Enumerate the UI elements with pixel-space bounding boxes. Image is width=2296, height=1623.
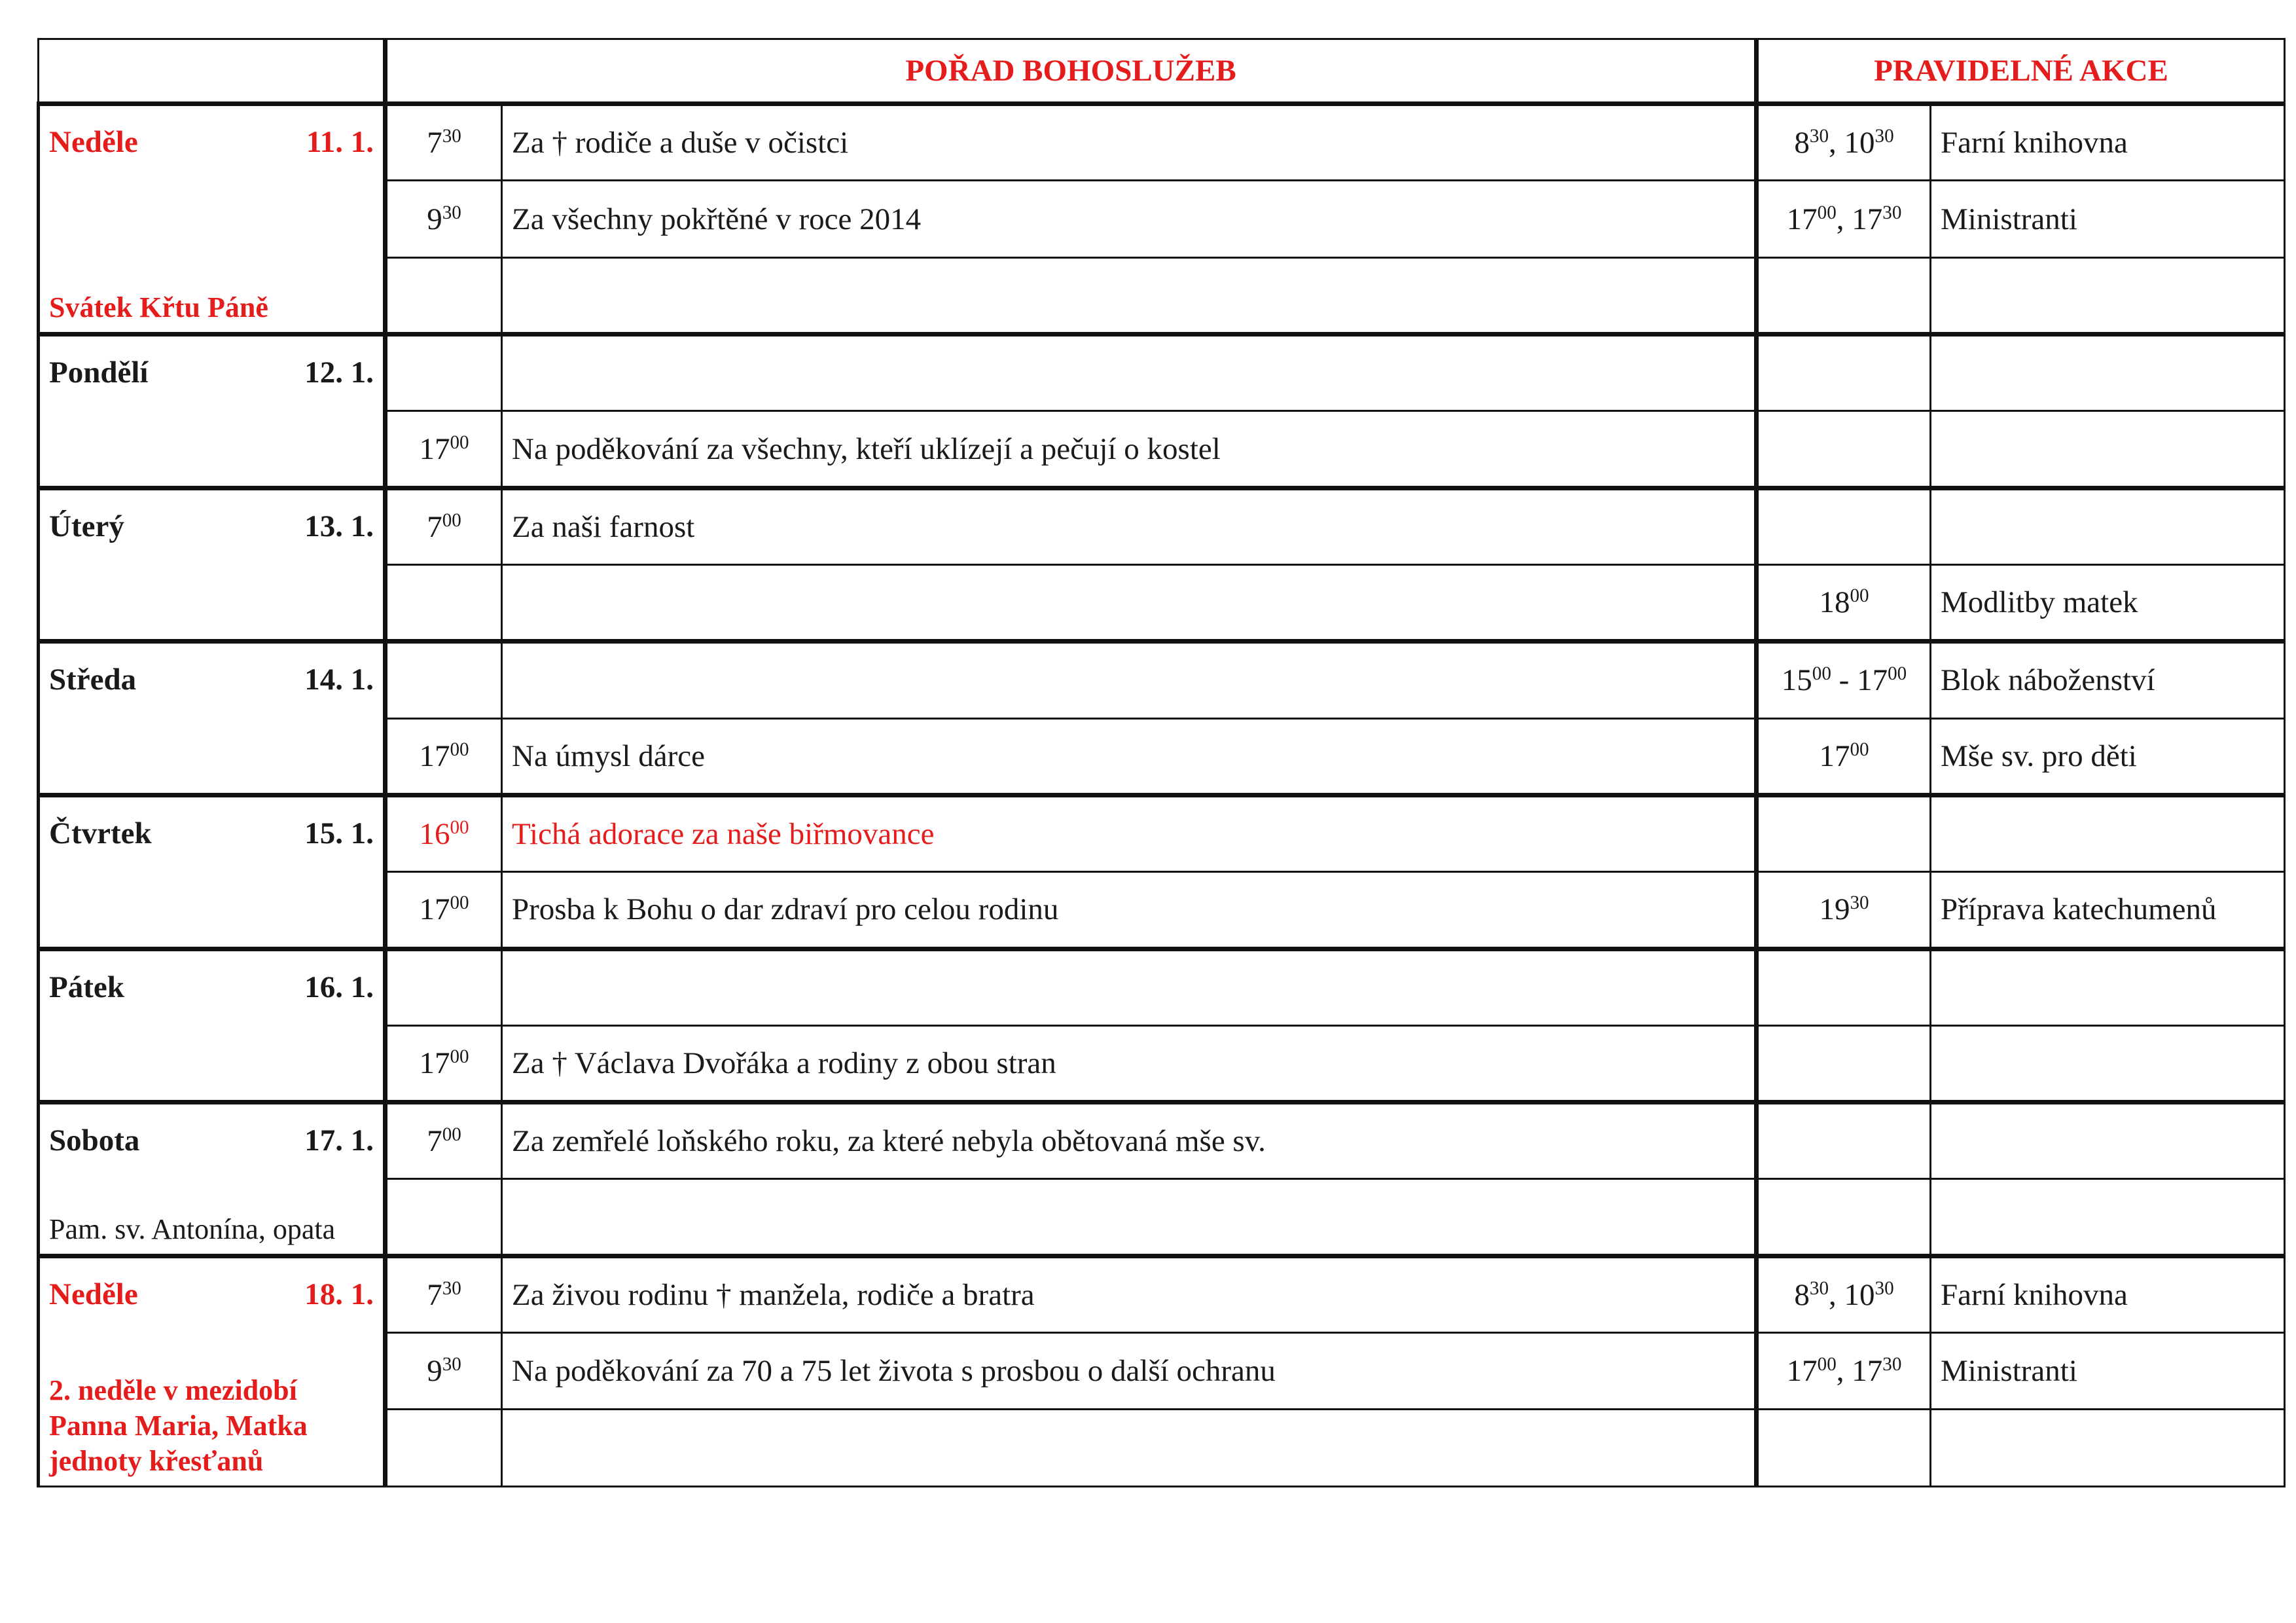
schedule-table bbox=[37, 38, 2286, 1487]
activity-name: Ministranti bbox=[1941, 1354, 2077, 1389]
time-minute: 30 bbox=[1874, 126, 1894, 147]
day-name: Pondělí bbox=[49, 356, 149, 390]
activity-time-cell bbox=[1757, 1179, 1931, 1256]
day-heading bbox=[49, 970, 374, 1005]
mass-intention-cell bbox=[502, 642, 1757, 718]
time-minute: 00 bbox=[450, 739, 469, 760]
day-date: 18. 1. bbox=[304, 1277, 374, 1311]
services-header: POŘAD BOHOSLUŽEB bbox=[386, 39, 1757, 104]
time-hour: 17 bbox=[1786, 202, 1818, 236]
activity-name-cell bbox=[1931, 872, 2285, 949]
activity-time-cell bbox=[1757, 642, 1931, 718]
time-minute: 00 bbox=[1850, 585, 1869, 607]
mass-time-cell bbox=[386, 335, 502, 411]
activity-time-cell bbox=[1757, 1410, 1931, 1487]
time-minute: 00 bbox=[450, 1046, 469, 1067]
time-hour: 17 bbox=[1786, 1354, 1818, 1389]
schedule-row bbox=[39, 104, 2285, 181]
activity-name-cell bbox=[1931, 718, 2285, 795]
header-empty-cell bbox=[39, 39, 386, 104]
time-minute: 00 bbox=[1888, 663, 1907, 685]
mass-time-cell bbox=[386, 718, 502, 795]
mass-intention-cell bbox=[502, 1103, 1757, 1179]
time-hour: 10 bbox=[1844, 1277, 1875, 1312]
day-date: 11. 1. bbox=[306, 125, 374, 160]
time-minute: 30 bbox=[1850, 892, 1869, 914]
activity-time-cell bbox=[1757, 872, 1931, 949]
mass-intention-cell bbox=[502, 181, 1757, 257]
activity-name-cell bbox=[1931, 1025, 2285, 1102]
day-name: Neděle bbox=[49, 1277, 138, 1311]
mass-intention-cell bbox=[502, 872, 1757, 949]
mass-time-cell bbox=[386, 1179, 502, 1256]
day-name: Neděle bbox=[49, 125, 138, 160]
day-date: 15. 1. bbox=[304, 816, 374, 850]
time-minute: 30 bbox=[1809, 1277, 1829, 1299]
activity-name: Mše sv. pro děti bbox=[1941, 739, 2137, 773]
mass-intention-cell bbox=[502, 257, 1757, 334]
activity-name-cell bbox=[1931, 795, 2285, 871]
day-cell bbox=[39, 1103, 386, 1256]
day-heading bbox=[49, 1123, 374, 1158]
day-cell bbox=[39, 335, 386, 488]
time-minute: 00 bbox=[1850, 739, 1869, 760]
day-cell bbox=[39, 488, 386, 642]
time-minute: 00 bbox=[442, 1124, 461, 1146]
time-separator: , bbox=[1836, 202, 1852, 236]
activities-header: PRAVIDELNÉ AKCE bbox=[1757, 39, 2285, 104]
feast-label bbox=[49, 1373, 308, 1479]
time-hour: 17 bbox=[1852, 202, 1883, 236]
activity-time-cell bbox=[1757, 1256, 1931, 1332]
activity-name: Ministranti bbox=[1941, 202, 2077, 236]
time-hour: 7 bbox=[427, 1277, 442, 1312]
day-heading bbox=[49, 1277, 374, 1312]
schedule-row bbox=[39, 1103, 2285, 1179]
time-hour: 7 bbox=[427, 1124, 442, 1159]
feast-line: 2. neděle v mezidobí bbox=[49, 1374, 297, 1406]
mass-time-cell bbox=[386, 1333, 502, 1410]
time-separator: , bbox=[1829, 126, 1844, 160]
activity-name-cell bbox=[1931, 1179, 2285, 1256]
activity-time-cell bbox=[1757, 1103, 1931, 1179]
schedule-body bbox=[39, 39, 2285, 1487]
day-cell bbox=[39, 642, 386, 795]
time-minute: 00 bbox=[1812, 663, 1831, 685]
mass-intention: Na úmysl dárce bbox=[512, 739, 705, 773]
time-hour: 17 bbox=[419, 739, 450, 773]
activity-name-cell bbox=[1931, 335, 2285, 411]
activity-time-cell bbox=[1757, 181, 1931, 257]
time-minute: 00 bbox=[442, 509, 461, 531]
activity-name-cell bbox=[1931, 181, 2285, 257]
day-name: Středa bbox=[49, 663, 137, 697]
mass-intention: Za † Václava Dvořáka a rodiny z obou stran bbox=[512, 1046, 1056, 1081]
time-minute: 30 bbox=[1882, 202, 1902, 223]
mass-time-cell bbox=[386, 564, 502, 641]
feast-line: Panna Maria, Matka bbox=[49, 1410, 308, 1442]
feast-label bbox=[49, 290, 268, 325]
time-hour: 18 bbox=[1819, 585, 1850, 620]
mass-intention: Za všechny pokřtěné v roce 2014 bbox=[512, 202, 922, 236]
time-hour: 17 bbox=[419, 1046, 450, 1081]
day-date: 12. 1. bbox=[304, 356, 374, 390]
day-heading bbox=[49, 509, 374, 544]
time-minute: 30 bbox=[1809, 126, 1829, 147]
time-hour: 17 bbox=[1852, 1354, 1883, 1389]
feast-line: Svátek Křtu Páně bbox=[49, 291, 268, 324]
time-separator: , bbox=[1829, 1277, 1844, 1312]
time-minute: 30 bbox=[1874, 1277, 1894, 1299]
activity-name-cell bbox=[1931, 1333, 2285, 1410]
mass-time-cell bbox=[386, 488, 502, 564]
day-heading bbox=[49, 662, 374, 697]
activity-time-cell bbox=[1757, 257, 1931, 334]
time-hour: 17 bbox=[1857, 663, 1888, 698]
activity-time-cell bbox=[1757, 411, 1931, 488]
mass-intention: Za živou rodinu † manžela, rodiče a bratra bbox=[512, 1277, 1035, 1312]
schedule-row bbox=[39, 795, 2285, 871]
time-minute: 00 bbox=[450, 892, 469, 914]
mass-time-cell bbox=[386, 795, 502, 871]
mass-intention: Na poděkování za 70 a 75 let života s prosbou o další ochranu bbox=[512, 1354, 1276, 1389]
feast-line: jednoty křesťanů bbox=[49, 1445, 264, 1477]
time-hour: 16 bbox=[419, 817, 450, 852]
day-name: Sobota bbox=[49, 1123, 140, 1158]
day-date: 14. 1. bbox=[304, 663, 374, 697]
mass-time-cell bbox=[386, 1103, 502, 1179]
time-hour: 8 bbox=[1794, 1277, 1810, 1312]
time-hour: 9 bbox=[427, 1354, 442, 1389]
mass-time-cell bbox=[386, 1410, 502, 1487]
time-hour: 8 bbox=[1794, 126, 1810, 160]
day-cell bbox=[39, 795, 386, 949]
mass-intention-cell bbox=[502, 1410, 1757, 1487]
day-heading bbox=[49, 816, 374, 851]
time-minute: 30 bbox=[442, 1354, 461, 1376]
time-minute: 30 bbox=[442, 1277, 461, 1299]
activity-name: Farní knihovna bbox=[1941, 126, 2128, 160]
schedule-row bbox=[39, 949, 2285, 1025]
time-minute: 30 bbox=[442, 202, 461, 223]
mass-intention: Tichá adorace za naše biřmovance bbox=[512, 817, 935, 852]
time-hour: 15 bbox=[1781, 663, 1812, 698]
activity-name: Farní knihovna bbox=[1941, 1277, 2128, 1312]
activity-time-cell bbox=[1757, 488, 1931, 564]
mass-time-cell bbox=[386, 1256, 502, 1332]
mass-intention-cell bbox=[502, 1333, 1757, 1410]
mass-intention-cell bbox=[502, 1025, 1757, 1102]
time-hour: 17 bbox=[1819, 739, 1850, 773]
time-minute: 30 bbox=[442, 126, 461, 147]
mass-intention: Za † rodiče a duše v očistci bbox=[512, 126, 849, 160]
mass-intention-cell bbox=[502, 1256, 1757, 1332]
activity-time-cell bbox=[1757, 335, 1931, 411]
time-hour: 19 bbox=[1819, 892, 1850, 927]
activity-name-cell bbox=[1931, 1410, 2285, 1487]
mass-intention-cell bbox=[502, 488, 1757, 564]
mass-time-cell bbox=[386, 104, 502, 181]
day-date: 13. 1. bbox=[304, 509, 374, 543]
day-name: Úterý bbox=[49, 509, 124, 543]
day-cell bbox=[39, 949, 386, 1103]
mass-intention-cell bbox=[502, 949, 1757, 1025]
mass-intention-cell bbox=[502, 335, 1757, 411]
day-heading bbox=[49, 124, 374, 160]
mass-time-cell bbox=[386, 411, 502, 488]
mass-intention-cell bbox=[502, 1179, 1757, 1256]
time-hour: 17 bbox=[419, 892, 450, 927]
activity-time-cell bbox=[1757, 1333, 1931, 1410]
time-minute: 00 bbox=[1817, 1354, 1837, 1376]
time-hour: 10 bbox=[1844, 126, 1875, 160]
activity-name-cell bbox=[1931, 1103, 2285, 1179]
activity-name-cell bbox=[1931, 949, 2285, 1025]
activity-time-cell bbox=[1757, 1025, 1931, 1102]
activity-time-cell bbox=[1757, 564, 1931, 641]
mass-time-cell bbox=[386, 1025, 502, 1102]
activity-name-cell bbox=[1931, 642, 2285, 718]
time-minute: 00 bbox=[450, 817, 469, 839]
activity-name: Blok náboženství bbox=[1941, 663, 2155, 698]
day-date: 16. 1. bbox=[304, 970, 374, 1004]
mass-time-cell bbox=[386, 949, 502, 1025]
time-minute: 00 bbox=[450, 431, 469, 453]
day-cell bbox=[39, 1256, 386, 1486]
day-cell bbox=[39, 104, 386, 335]
mass-intention: Na poděkování za všechny, kteří uklízejí a pečují o kostel bbox=[512, 431, 1221, 466]
schedule-row bbox=[39, 1256, 2285, 1332]
activity-name-cell bbox=[1931, 104, 2285, 181]
time-separator: - bbox=[1831, 663, 1857, 698]
time-minute: 30 bbox=[1882, 1354, 1902, 1376]
day-heading bbox=[49, 355, 374, 390]
feast-line: Pam. sv. Antonína, opata bbox=[49, 1213, 336, 1245]
mass-intention: Za zemřelé loňského roku, za které nebyla obětovaná mše sv. bbox=[512, 1124, 1266, 1159]
day-date: 17. 1. bbox=[304, 1123, 374, 1158]
time-hour: 7 bbox=[427, 126, 442, 160]
time-minute: 00 bbox=[1817, 202, 1837, 223]
activity-name-cell bbox=[1931, 411, 2285, 488]
mass-time-cell bbox=[386, 642, 502, 718]
feast-label bbox=[49, 1212, 335, 1247]
mass-intention-cell bbox=[502, 795, 1757, 871]
mass-time-cell bbox=[386, 257, 502, 334]
time-hour: 17 bbox=[419, 431, 450, 466]
activity-time-cell bbox=[1757, 718, 1931, 795]
header-row bbox=[39, 39, 2285, 104]
day-name: Pátek bbox=[49, 970, 124, 1004]
mass-intention-cell bbox=[502, 104, 1757, 181]
activity-time-cell bbox=[1757, 104, 1931, 181]
time-separator: , bbox=[1836, 1354, 1852, 1389]
time-hour: 7 bbox=[427, 509, 442, 544]
activity-time-cell bbox=[1757, 949, 1931, 1025]
mass-time-cell bbox=[386, 872, 502, 949]
time-hour: 9 bbox=[427, 202, 442, 236]
activity-name-cell bbox=[1931, 257, 2285, 334]
mass-time-cell bbox=[386, 181, 502, 257]
mass-intention-cell bbox=[502, 564, 1757, 641]
schedule-row bbox=[39, 488, 2285, 564]
activity-time-cell bbox=[1757, 795, 1931, 871]
mass-intention-cell bbox=[502, 411, 1757, 488]
day-name: Čtvrtek bbox=[49, 816, 152, 850]
schedule-row bbox=[39, 642, 2285, 718]
activity-name: Příprava katechumenů bbox=[1941, 892, 2217, 927]
schedule-row bbox=[39, 335, 2285, 411]
activity-name: Modlitby matek bbox=[1941, 585, 2138, 620]
mass-intention: Za naši farnost bbox=[512, 509, 695, 544]
mass-intention: Prosba k Bohu o dar zdraví pro celou rodinu bbox=[512, 892, 1059, 927]
activity-name-cell bbox=[1931, 1256, 2285, 1332]
activity-name-cell bbox=[1931, 488, 2285, 564]
mass-intention-cell bbox=[502, 718, 1757, 795]
activity-name-cell bbox=[1931, 564, 2285, 641]
